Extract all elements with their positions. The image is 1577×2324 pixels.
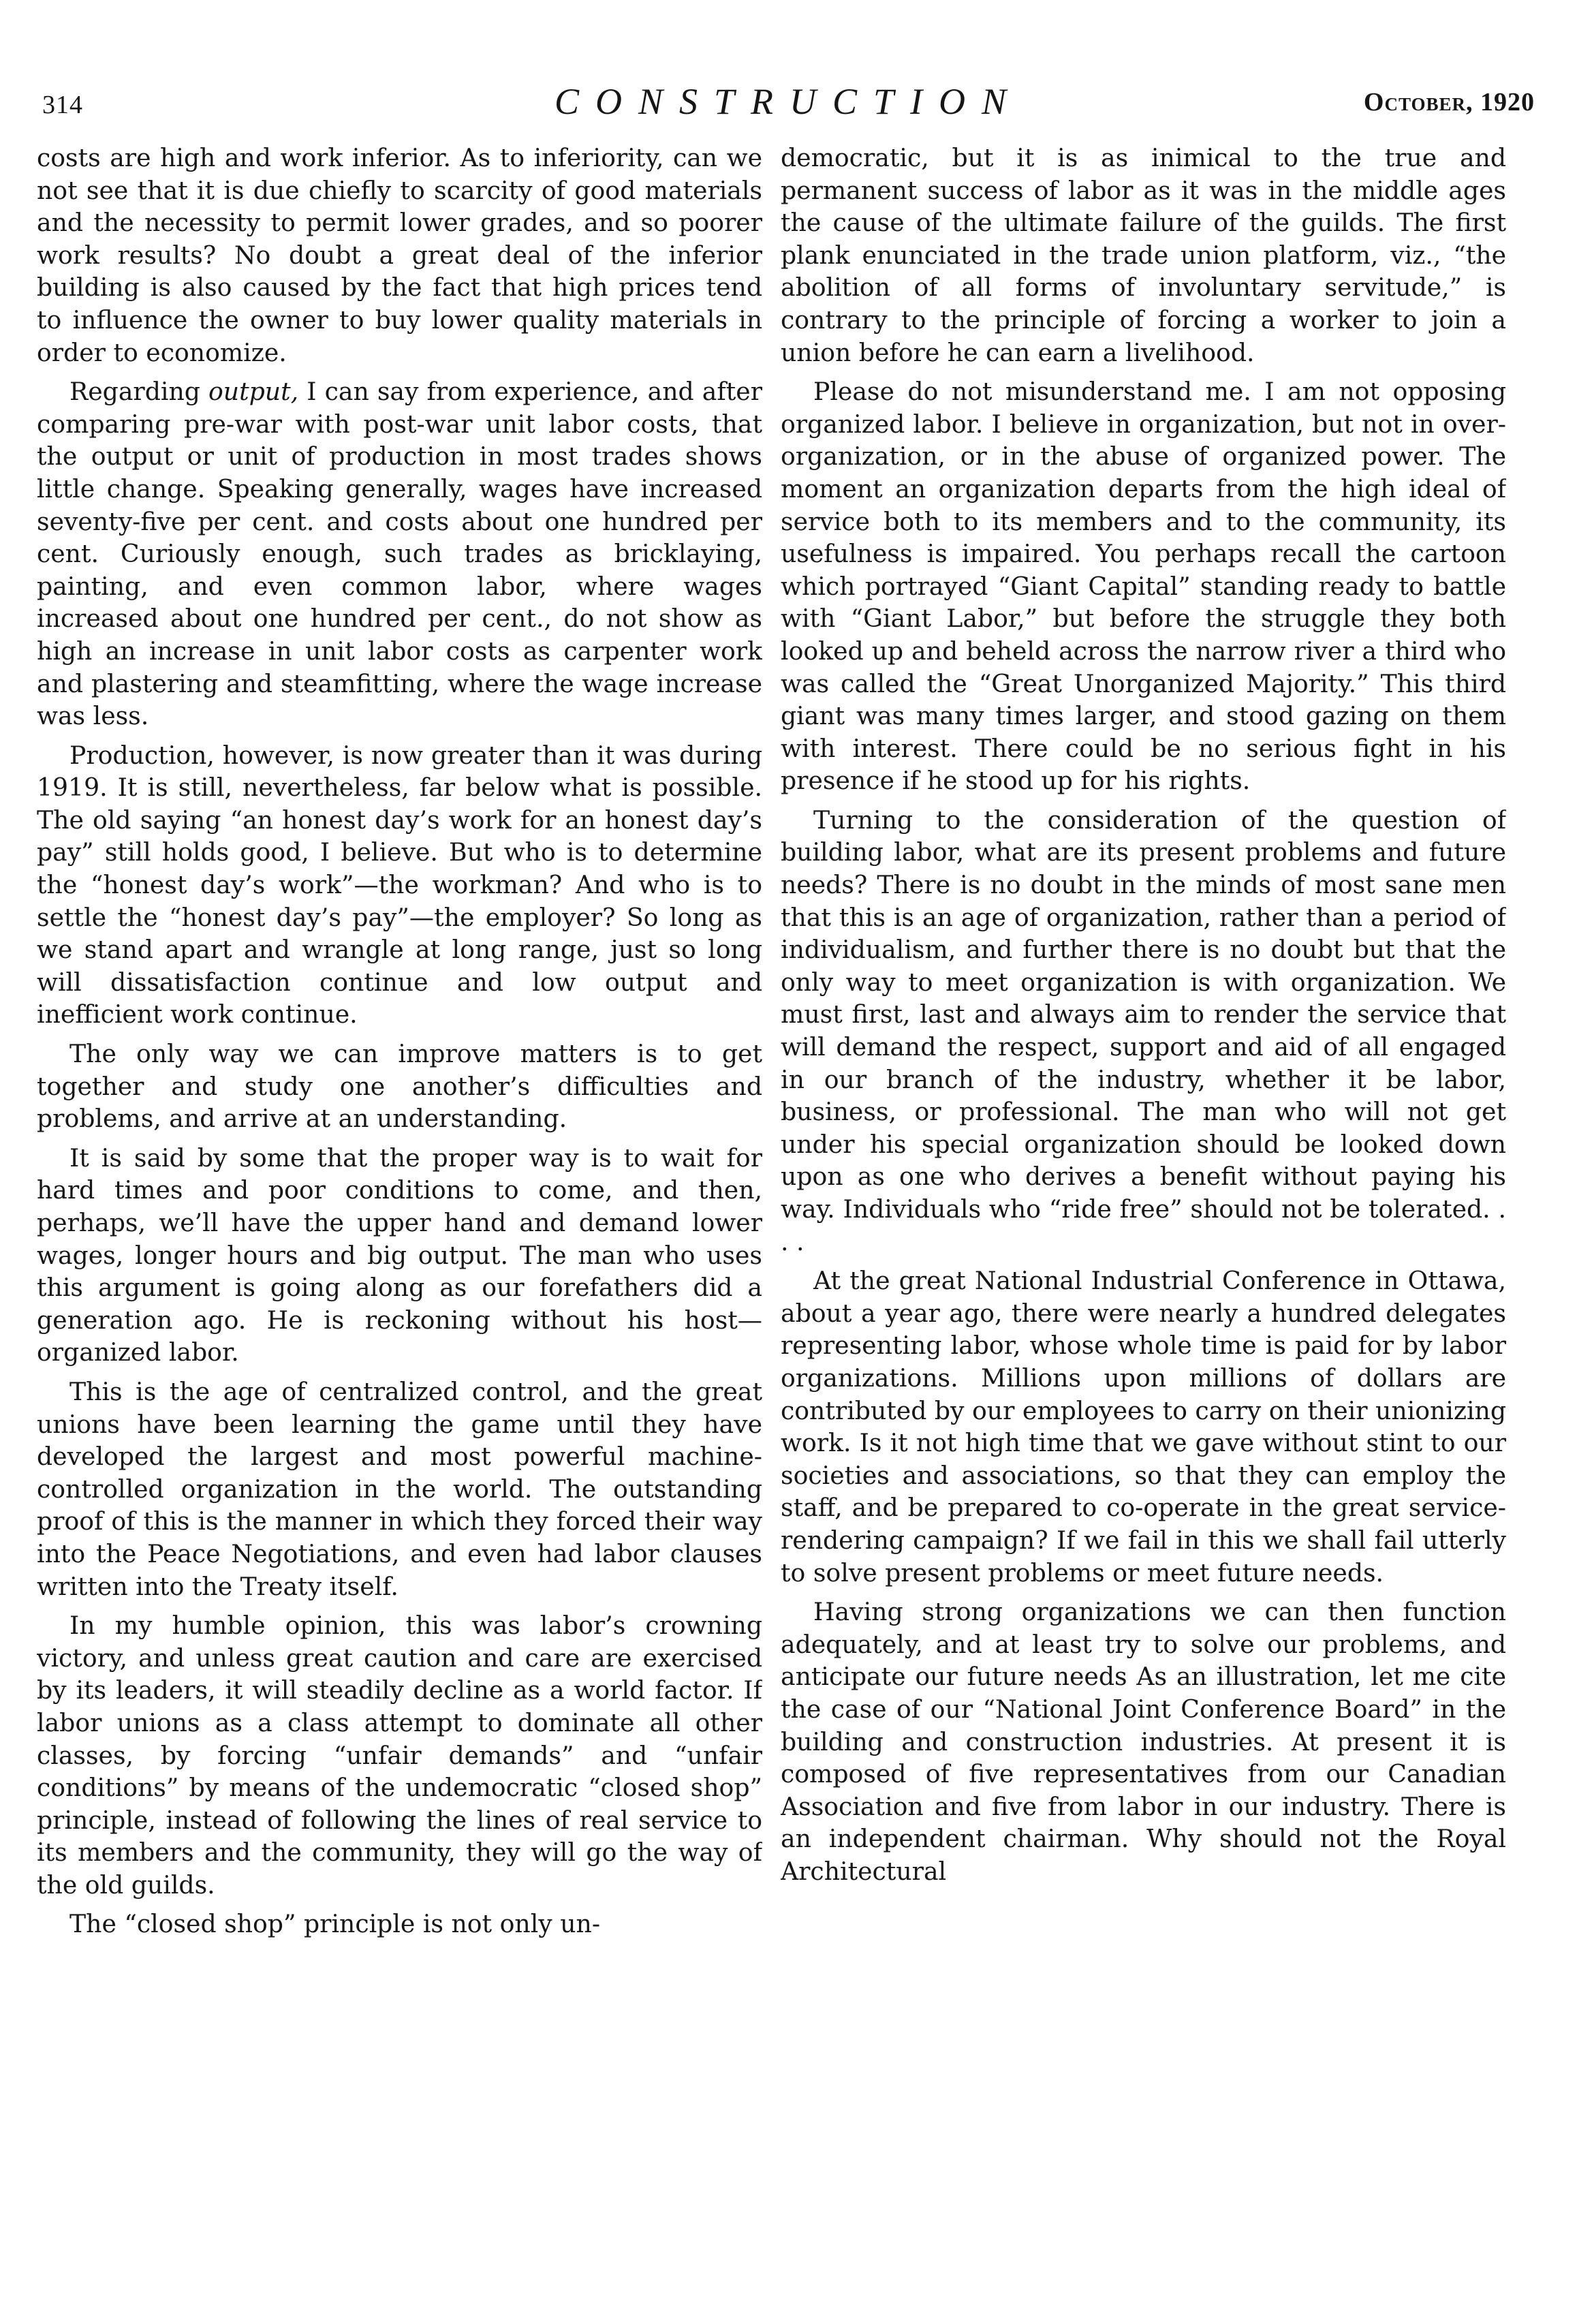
journal-title: CONSTRUCTION <box>554 81 1023 122</box>
paragraph: This is the age of centralized control, and the great unions have been learning the game until they have developed the largest and most powerful machine-controlled organization in the world. The outstanding proof of this is the manner in which they forced their way into the Peace Negotiations, and even had labor clauses written into the Treaty itself. <box>37 1376 762 1601</box>
paragraph: The “closed shop” principle is not only un- <box>69 1909 601 1939</box>
paragraph: The only way we can improve matters is to get together and study one another’s difficulties and problems, and arrive at an understanding. <box>37 1039 762 1134</box>
paragraph-rest: I can say from experience, and after comparing pre-war with post-war unit labor costs, that the output or unit of production in most trades shows little change. Speaking generally, wages have increased seventy-five per cent. and costs about one hundred per cent. Curiously enough, such trades as bricklaying, painting, and even common labor, where wages increased about one hundred per cent., do not show as high an increase in unit labor costs as carpenter work and plastering and steamfitting, where the wage increase was less. <box>37 377 762 731</box>
paragraph: democratic, but it is as inimical to the true and permanent success of labor as it was in the middle ages the cause of the ultimate failure of the guilds. The first plank enunciated in the trade union platform, viz., “the abolition of all forms of involuntary servitude,” is contrary to the principle of forcing a worker to join a union before he can earn a livelihood. <box>781 143 1506 367</box>
left-column <box>37 142 762 2288</box>
paragraph: Having strong organizations we can then function adequately, and at least try to solve our problems, and anticipate our future needs As an illustration, let me cite the case of our “National Joint Conference Board” in the building and construction industries. At present it is composed of five representatives from our Canadian Association and five from labor in our industry. There is an independent chairman. Why should not the Royal Architectural <box>781 1597 1506 1886</box>
paragraph: It is said by some that the proper way is to wait for hard times and poor conditions to come, and then, perhaps, we’ll have the upper hand and demand lower wages, longer hours and big output. The man who uses this argument is going along as our forefathers did a generation ago. He is reckoning without his host—organized labor. <box>37 1143 762 1367</box>
paragraph: costs are high and work inferior. As to inferiority, can we not see that it is due chiefly to scarcity of good materials and the necessity to permit lower grades, and so poorer work results? No doubt a great deal of the inferior building is also caused by the fact that high prices tend to influence the owner to buy lower quality materials in order to economize. <box>37 143 762 367</box>
issue-date: October, 1920 <box>1363 88 1535 117</box>
page-number: 314 <box>42 91 83 119</box>
paragraph <box>37 375 762 732</box>
paragraph: Please do not misunderstand me. I am not opposing organized labor. I believe in organization, but not in over-organization, or in the abuse of organized power. The moment an organization departs from the high ideal of service both to its members and to the community, its usefulness is impaired. You perhaps recall the cartoon which portrayed “Giant Capital” standing ready to battle with “Giant Labor,” but before the struggle they both looked up and beheld across the narrow river a third who was called the “Great Unorganized Majority.” This third giant was many times larger, and stood gazing on them with interest. There could be no serious fight in his presence if he stood up for his rights. <box>781 377 1506 796</box>
paragraph: In my humble opinion, this was labor’s crowning victory, and unless great caution and care are exercised by its leaders, it will steadily decline as a world factor. If labor unions as a class attempt to dominate all other classes, by forcing “unfair demands” and “unfair conditions” by means of the undemocratic “closed shop” principle, instead of following the lines of real service to its members and the community, they will go the way of the old guilds. <box>37 1611 762 1900</box>
paragraph: Turning to the consideration of the question of building labor, what are its present problems and future needs? There is no doubt in the minds of most sane men that this is an age of organization, rather than a period of individualism, and further there is no doubt but that the only way to meet organization is with organization. We must first, last and always aim to render the service that will demand the respect, support and aid of all engaged in our branch of the industry, whether it be labor, business, or professional. The man who will not get under his special organization should be looked down upon as one who derives a benefit without paying his way. Individuals who “ride free” should not be tolerated. . . . <box>781 805 1506 1256</box>
paragraph: Production, however, is now greater than it was during 1919. It is still, nevertheless, far below what is possible. The old saying “an honest day’s work for an honest day’s pay” still holds good, I believe. But who is to determine the “honest day’s work”—the workman? And who is to settle the “honest day’s pay”—the employer? So long as we stand apart and wrangle at long range, just so long will dissatisfaction continue and low output and inefficient work continue. <box>37 740 762 1029</box>
right-column <box>781 142 1506 2288</box>
paragraph-lead: Regarding <box>69 377 208 407</box>
paragraph: At the great National Industrial Conference in Ottawa, about a year ago, there were nearly a hundred delegates representing labor, whose whole time is paid for by labor organizations. Millions upon millions of dollars are contributed by our employees to carry on their unionizing work. Is it not high time that we gave without stint to our societies and associations, so that they can employ the staff, and be prepared to co-operate in the great service-rendering campaign? If we fail in this we shall fail utterly to solve present problems or meet future needs. <box>781 1266 1506 1587</box>
emphasis-output: output, <box>208 377 299 407</box>
page-header <box>42 79 1535 134</box>
